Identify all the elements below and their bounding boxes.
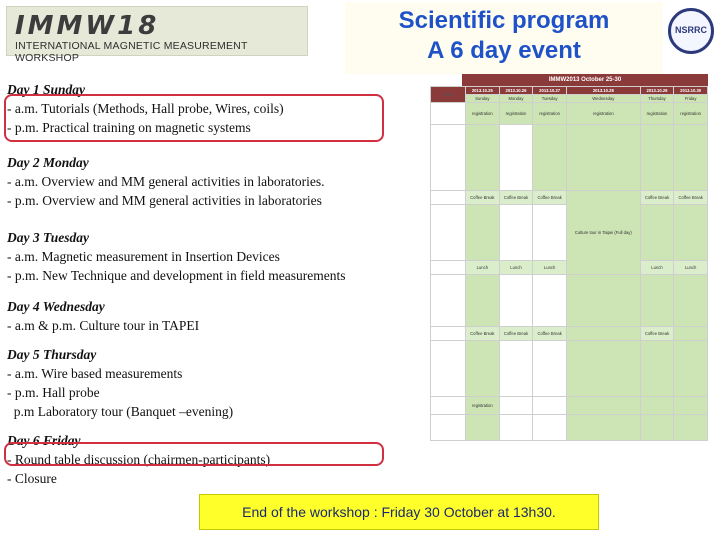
coffee-cell: Coffee Break	[533, 327, 567, 341]
coffee-cell: Coffee Break	[499, 327, 533, 341]
lunch-cell: Lunch	[499, 261, 533, 275]
nsrrc-logo	[668, 8, 714, 54]
lunch-cell: Lunch	[640, 261, 674, 275]
registration-cell: registration	[566, 103, 640, 125]
lunch-cell: Lunch	[533, 261, 567, 275]
day-5-block	[7, 345, 427, 421]
nsrrc-logo-text: NSRRC	[674, 25, 707, 35]
day-title: Day 3 Tuesday	[7, 230, 89, 245]
day-line: - Round table discussion (chairmen-participants)	[7, 452, 271, 467]
date-cell: 2013.10.30	[674, 87, 708, 95]
title-line-2: A 6 day event	[427, 37, 581, 64]
coffee-cell: Coffee Break	[533, 191, 567, 205]
day-2-block	[7, 153, 427, 210]
day-line: - p.m. Overview and MM general activities in laboratories	[7, 193, 322, 208]
end-of-workshop-banner: End of the workshop : Friday 30 October at 13h30.	[199, 494, 599, 530]
day-title: Day 2 Monday	[7, 155, 89, 170]
day-6-highlight	[4, 442, 384, 466]
day-4-block	[7, 297, 427, 335]
culture-tour-cell: Culture tour in Taipei (Full day)	[566, 191, 640, 275]
time-header: Time	[431, 87, 466, 103]
day-title: Day 5 Thursday	[7, 347, 97, 362]
day-line: - Closure	[7, 471, 57, 486]
weekday-cell: Thursday	[640, 95, 674, 103]
registration-cell: registration	[499, 103, 533, 125]
day-1-highlight	[4, 94, 384, 142]
day-title: Day 1 Sunday	[7, 82, 86, 97]
logo-subtitle: INTERNATIONAL MAGNETIC MEASUREMENT WORKSHOP	[15, 40, 248, 64]
day-title: Day 4 Wednesday	[7, 299, 105, 314]
coffee-cell: Coffee Break	[640, 327, 674, 341]
day-line: - a.m. Tutorials (Methods, Hall probe, Wires, coils)	[7, 101, 284, 116]
weekday-cell: Wednesday	[566, 95, 640, 103]
weekday-cell: Friday	[674, 95, 708, 103]
day-title: Day 6 Friday	[7, 433, 81, 448]
weekday-cell: Tuesday	[533, 95, 567, 103]
page-title	[345, 2, 663, 74]
day-line: - a.m & p.m. Culture tour in TAPEI	[7, 318, 200, 333]
registration-cell: registration	[640, 103, 674, 125]
schedule-table	[430, 74, 708, 454]
day-line: - a.m. Overview and MM general activities in laboratories.	[7, 174, 325, 189]
weekday-cell: Sunday	[466, 95, 500, 103]
immw-logo	[6, 6, 308, 64]
lunch-cell: Lunch	[466, 261, 500, 275]
title-line-1: Scientific program	[398, 7, 610, 34]
date-cell: 2013.10.26	[499, 87, 533, 95]
day-line: p.m Laboratory tour (Banquet –evening)	[7, 404, 234, 419]
date-cell: 2013.10.27	[533, 87, 567, 95]
day-3-block	[7, 228, 427, 285]
day-line: - a.m. Wire based measurements	[7, 366, 183, 381]
coffee-cell: Coffee Break	[674, 191, 708, 205]
coffee-cell: Coffee Break	[466, 191, 500, 205]
registration-cell: registration	[533, 103, 567, 125]
registration-cell: registration	[466, 103, 500, 125]
date-cell: 2013.10.25	[466, 87, 500, 95]
logo-wordmark: IMMW18	[15, 11, 160, 41]
day-line: - p.m. New Technique and development in field measurements	[7, 268, 346, 283]
schedule-grid	[430, 86, 708, 441]
coffee-cell: Coffee Break	[499, 191, 533, 205]
coffee-cell: Coffee Break	[466, 327, 500, 341]
day-line: - p.m. Practical training on magnetic systems	[7, 120, 251, 135]
weekday-cell: Monday	[499, 95, 533, 103]
lunch-cell: Lunch	[674, 261, 708, 275]
date-cell: 2013.10.29	[640, 87, 674, 95]
schedule-title: IMMW2013 October 25-30	[462, 74, 708, 86]
coffee-cell: Coffee Break	[640, 191, 674, 205]
day-line: - a.m. Magnetic measurement in Insertion Devices	[7, 249, 280, 264]
day-line: - p.m. Hall probe	[7, 385, 100, 400]
registration-cell: registration	[674, 103, 708, 125]
date-cell: 2013.10.28	[566, 87, 640, 95]
registration-cell: registration	[466, 397, 500, 415]
